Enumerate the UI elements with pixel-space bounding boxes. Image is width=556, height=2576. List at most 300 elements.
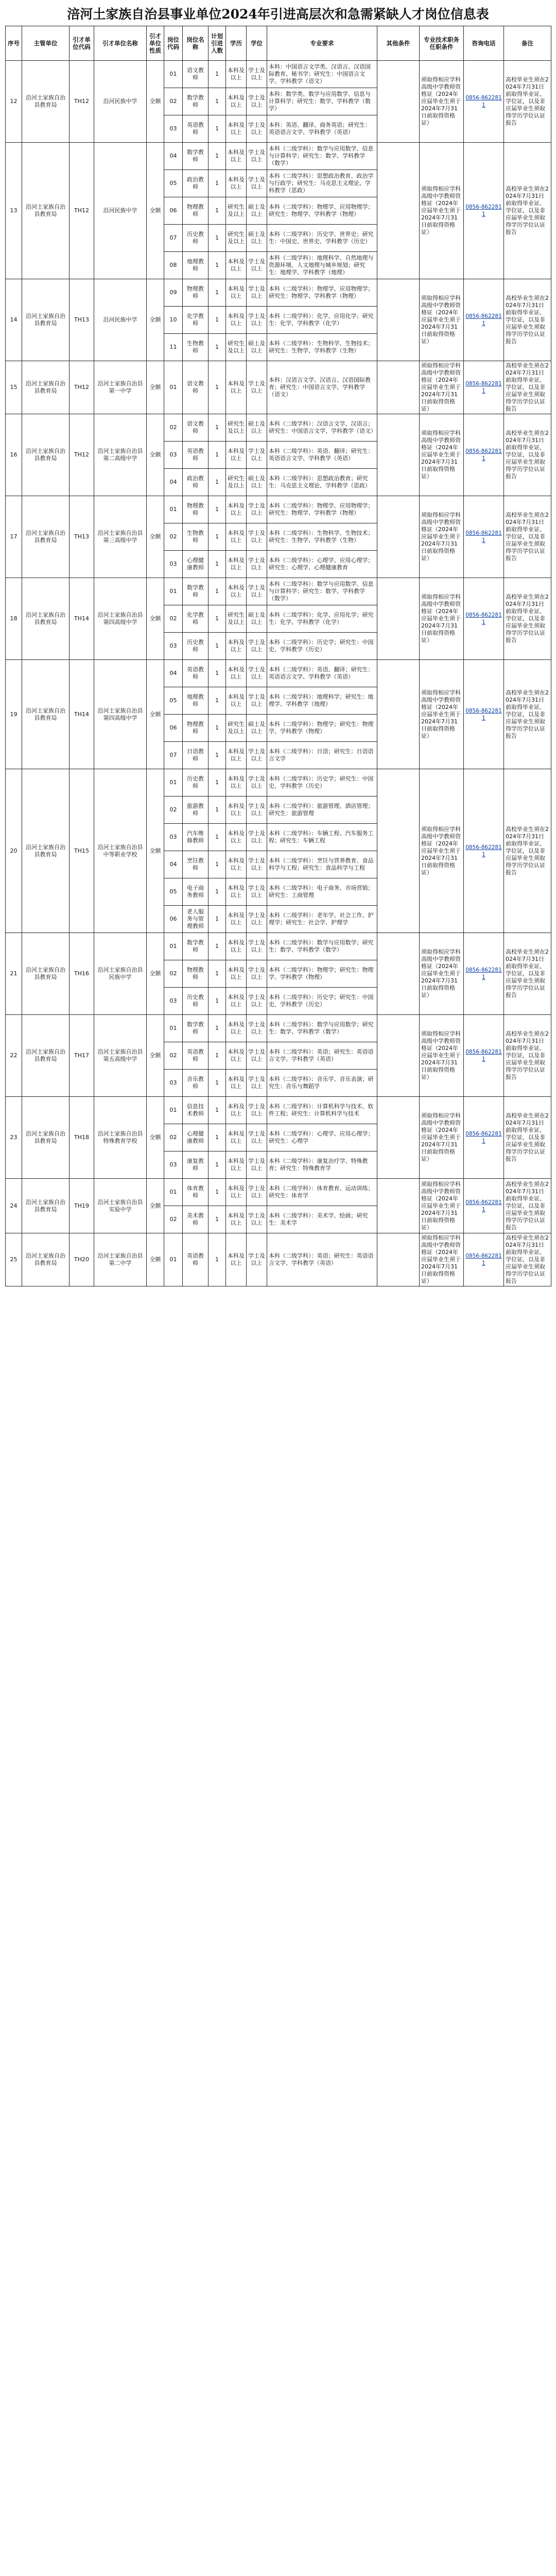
table-row	[6, 769, 551, 796]
education: 本科及以上	[226, 1179, 247, 1206]
contact-phone: 0856-8622811	[464, 933, 504, 1015]
row-number: 22	[6, 1015, 22, 1097]
row-number: 24	[6, 1179, 22, 1233]
position-code: 05	[164, 687, 183, 715]
major-requirement: 本科（二级学科）：计算机科学与技术、软件工程；研究生：计算机科学与技术	[267, 1097, 377, 1124]
supervising-unit: 沿河土家族自治县教育局	[22, 769, 70, 933]
other-conditions	[377, 769, 420, 933]
education: 本科及以上	[226, 1070, 247, 1097]
column-header: 专业要求	[267, 26, 377, 61]
position-name: 历史教师	[183, 225, 208, 252]
position-name: 数学教师	[183, 933, 208, 960]
major-requirement: 本科（二级学科）：历史学；研究生：中国史、学科教学（历史）	[267, 633, 377, 660]
major-requirement: 本科（二级学科）：物理学、应用物理学；研究生：物理学、学科教学（物理）	[267, 496, 377, 523]
unit-code: TH12	[70, 361, 94, 414]
major-requirement: 本科（二级学科）：数学与应用数学、信息与计算科学；研究生：数学、学科教学（数学）	[267, 143, 377, 170]
position-name: 烹饪教师	[183, 851, 208, 878]
unit-nature: 全额	[147, 578, 164, 660]
position-name: 化学教师	[183, 307, 208, 334]
degree: 硕士及以上	[247, 605, 267, 633]
row-number: 25	[6, 1233, 22, 1286]
position-name: 化学教师	[183, 605, 208, 633]
major-requirement: 本科（二级学科）：数学与应用数学；研究生：数学、学科教学（数学）	[267, 933, 377, 960]
degree: 学士及以上	[247, 878, 267, 906]
unit-code: TH20	[70, 1233, 94, 1286]
degree: 学士及以上	[247, 1233, 267, 1286]
table-row	[6, 1015, 551, 1042]
degree: 学士及以上	[247, 660, 267, 687]
position-name: 语文教师	[183, 414, 208, 442]
position-code: 03	[164, 1151, 183, 1179]
major-requirement: 本科（二级学科）：历史学；研究生：中国史、学科教学（历史）	[267, 988, 377, 1015]
planned-count: 1	[208, 824, 226, 851]
degree: 学士及以上	[247, 88, 267, 115]
planned-count: 1	[208, 115, 226, 143]
position-code: 02	[164, 605, 183, 633]
position-name: 康复教师	[183, 1151, 208, 1179]
contact-phone: 0856-8622811	[464, 279, 504, 361]
degree: 硕士及以上	[247, 414, 267, 442]
degree: 学士及以上	[247, 496, 267, 523]
position-name: 音乐教师	[183, 1070, 208, 1097]
qualification: 须取得相应学科高级中学教师资格证（2024年应届毕业生须于2024年7月31日前取得资格证）	[420, 496, 464, 578]
major-requirement: 本科（二级学科）：数学与应用数学、信息与计算科学；研究生：数学、学科教学（数学）	[267, 578, 377, 605]
major-requirement: 本科（二级学科）：思想政治教育；研究生：马克思主义理论、学科教学（思政）	[267, 469, 377, 496]
unit-code: TH18	[70, 1097, 94, 1179]
position-name: 心理健康教师	[183, 551, 208, 578]
table-row	[6, 660, 551, 687]
education: 本科及以上	[226, 115, 247, 143]
planned-count: 1	[208, 878, 226, 906]
position-code: 05	[164, 170, 183, 197]
other-conditions	[377, 1179, 420, 1233]
other-conditions	[377, 660, 420, 769]
row-number: 14	[6, 279, 22, 361]
major-requirement: 本科：英语、翻译、商务英语；研究生：英语语言文学、学科教学（英语）	[267, 115, 377, 143]
column-header: 学历	[226, 26, 247, 61]
degree: 学士及以上	[247, 1206, 267, 1233]
table-row	[6, 61, 551, 88]
other-conditions	[377, 1015, 420, 1097]
unit-name: 沿河土家族自治县实验中学	[94, 1179, 147, 1233]
degree: 学士及以上	[247, 1097, 267, 1124]
position-code: 07	[164, 225, 183, 252]
education: 研究生及以上	[226, 197, 247, 225]
position-code: 02	[164, 796, 183, 824]
row-number: 12	[6, 61, 22, 143]
qualification: 须取得相应学科高级中学教师资格证（2024年应届毕业生须于2024年7月31日前取得资格证）	[420, 1097, 464, 1179]
position-name: 信息技术教师	[183, 1097, 208, 1124]
remark: 高校毕业生须在2024年7月31日前取得毕业证、学位证，以及非应届毕业生须取得学历学位认证报告	[504, 578, 551, 660]
supervising-unit: 沿河土家族自治县教育局	[22, 1179, 70, 1233]
positions-table	[5, 26, 551, 1286]
unit-code: TH16	[70, 933, 94, 1015]
planned-count: 1	[208, 414, 226, 442]
planned-count: 1	[208, 523, 226, 551]
page-title: 涪河土家族自治县事业单位2024年引进高层次和急需紧缺人才岗位信息表	[67, 7, 489, 22]
major-requirement: 本科（二级学科）：汉语言文学、汉语言；研究生：中国语言文学、学科教学（语文）	[267, 414, 377, 442]
position-name: 英语教师	[183, 115, 208, 143]
unit-code: TH14	[70, 660, 94, 769]
degree: 学士及以上	[247, 824, 267, 851]
education: 本科及以上	[226, 1233, 247, 1286]
position-code: 02	[164, 1042, 183, 1070]
major-requirement: 本科（二级学科）：英语；研究生：英语语言文学、学科教学（英语）	[267, 1042, 377, 1070]
remark: 高校毕业生须在2024年7月31日前取得毕业证、学位证，以及非应届毕业生须取得学历学位认证报告	[504, 61, 551, 143]
planned-count: 1	[208, 1070, 226, 1097]
position-name: 电子商务教师	[183, 878, 208, 906]
position-name: 英语教师	[183, 1042, 208, 1070]
column-header: 引才单位性质	[147, 26, 164, 61]
position-name: 生物教师	[183, 523, 208, 551]
contact-phone: 0856-8622811	[464, 496, 504, 578]
planned-count: 1	[208, 1206, 226, 1233]
row-number: 15	[6, 361, 22, 414]
planned-count: 1	[208, 442, 226, 469]
unit-nature: 全额	[147, 1233, 164, 1286]
planned-count: 1	[208, 1233, 226, 1286]
position-code: 01	[164, 1179, 183, 1206]
position-name: 汽车维修教师	[183, 824, 208, 851]
contact-phone: 0856-8622811	[464, 361, 504, 414]
degree: 学士及以上	[247, 1042, 267, 1070]
planned-count: 1	[208, 578, 226, 605]
column-header: 岗位代码	[164, 26, 183, 61]
position-name: 历史教师	[183, 633, 208, 660]
contact-phone: 0856-8622811	[464, 660, 504, 769]
education: 本科及以上	[226, 660, 247, 687]
position-code: 03	[164, 442, 183, 469]
unit-nature: 全额	[147, 769, 164, 933]
unit-nature: 全额	[147, 279, 164, 361]
table-row	[6, 578, 551, 605]
planned-count: 1	[208, 796, 226, 824]
position-code: 03	[164, 551, 183, 578]
education: 本科及以上	[226, 988, 247, 1015]
major-requirement: 本科：汉语言文学、汉语言、汉语国际教育；研究生：中国语言文学、学科教学（语文）	[267, 361, 377, 414]
qualification: 须取得相应学科高级中学教师资格证（2024年应届毕业生须于2024年7月31日前取得资格证）	[420, 660, 464, 769]
other-conditions	[377, 496, 420, 578]
degree: 学士及以上	[247, 361, 267, 414]
education: 本科及以上	[226, 769, 247, 796]
table-row	[6, 279, 551, 307]
position-name: 物理教师	[183, 279, 208, 307]
unit-code: TH12	[70, 143, 94, 279]
education: 本科及以上	[226, 851, 247, 878]
position-code: 01	[164, 361, 183, 414]
supervising-unit: 沿河土家族自治县教育局	[22, 61, 70, 143]
unit-code: TH14	[70, 578, 94, 660]
major-requirement: 本科（二级学科）：旅游管理、酒店管理；研究生：旅游管理	[267, 796, 377, 824]
major-requirement: 本科（二级学科）：化学、应用化学；研究生：化学、学科教学（化学）	[267, 605, 377, 633]
degree: 学士及以上	[247, 933, 267, 960]
table-row	[6, 496, 551, 523]
row-number: 13	[6, 143, 22, 279]
major-requirement: 本科（二级学科）：生物科学、生物技术；研究生：生物学、学科教学（生物）	[267, 523, 377, 551]
degree: 硕士及以上	[247, 334, 267, 361]
education: 本科及以上	[226, 633, 247, 660]
position-code: 02	[164, 414, 183, 442]
major-requirement: 本科（二级学科）：历史学；研究生：中国史、学科教学（历史）	[267, 769, 377, 796]
major-requirement: 本科（二级学科）：车辆工程、汽车服务工程；研究生：车辆工程	[267, 824, 377, 851]
position-name: 地理教师	[183, 687, 208, 715]
education: 本科及以上	[226, 1124, 247, 1151]
position-code: 06	[164, 197, 183, 225]
position-code: 02	[164, 1206, 183, 1233]
supervising-unit: 沿河土家族自治县教育局	[22, 279, 70, 361]
unit-nature: 全额	[147, 660, 164, 769]
position-code: 04	[164, 143, 183, 170]
position-code: 01	[164, 1015, 183, 1042]
unit-code: TH12	[70, 414, 94, 496]
degree: 学士及以上	[247, 61, 267, 88]
major-requirement: 本科（二级学科）：日语；研究生：日语语言文学	[267, 742, 377, 769]
major-requirement: 本科（二级学科）：物理学；研究生：物理学、学科教学（物理）	[267, 715, 377, 742]
column-header: 岗位名称	[183, 26, 208, 61]
degree: 学士及以上	[247, 143, 267, 170]
position-code: 01	[164, 496, 183, 523]
unit-nature: 全额	[147, 143, 164, 279]
planned-count: 1	[208, 88, 226, 115]
degree: 学士及以上	[247, 1070, 267, 1097]
position-name: 日语教师	[183, 742, 208, 769]
education: 本科及以上	[226, 279, 247, 307]
education: 本科及以上	[226, 496, 247, 523]
unit-code: TH17	[70, 1015, 94, 1097]
planned-count: 1	[208, 851, 226, 878]
other-conditions	[377, 1233, 420, 1286]
supervising-unit: 沿河土家族自治县教育局	[22, 933, 70, 1015]
planned-count: 1	[208, 769, 226, 796]
degree: 学士及以上	[247, 687, 267, 715]
column-header: 咨询电话	[464, 26, 504, 61]
position-code: 01	[164, 1233, 183, 1286]
major-requirement: 本科（二级学科）：化学、应用化学；研究生：化学、学科教学（化学）	[267, 307, 377, 334]
position-name: 数学教师	[183, 88, 208, 115]
qualification: 须取得相应学科高级中学教师资格证（2024年应届毕业生须于2024年7月31日前取得资格证）	[420, 1179, 464, 1233]
position-name: 政治教师	[183, 469, 208, 496]
unit-name: 沿河土家族自治县第五高级中学	[94, 1015, 147, 1097]
unit-nature: 全额	[147, 496, 164, 578]
column-header: 序号	[6, 26, 22, 61]
degree: 学士及以上	[247, 1179, 267, 1206]
planned-count: 1	[208, 660, 226, 687]
planned-count: 1	[208, 715, 226, 742]
position-code: 03	[164, 633, 183, 660]
remark: 高校毕业生须在2024年7月31日前取得毕业证、学位证，以及非应届毕业生须取得学历学位认证报告	[504, 414, 551, 496]
unit-code: TH13	[70, 496, 94, 578]
unit-name: 沿河民族中学	[94, 61, 147, 143]
position-name: 历史教师	[183, 769, 208, 796]
planned-count: 1	[208, 61, 226, 88]
major-requirement: 本科（二级学科）：生物科学、生物技术；研究生：生物学、学科教学（生物）	[267, 334, 377, 361]
degree: 学士及以上	[247, 115, 267, 143]
position-code: 06	[164, 715, 183, 742]
education: 本科及以上	[226, 307, 247, 334]
unit-name: 沿河土家族自治县第四高级中学	[94, 660, 147, 769]
planned-count: 1	[208, 988, 226, 1015]
position-name: 美术教师	[183, 1206, 208, 1233]
column-header: 计划引进人数	[208, 26, 226, 61]
education: 研究生及以上	[226, 715, 247, 742]
major-requirement: 本科（二级学科）：英语、翻译；研究生：英语语言文学、学科教学（英语）	[267, 660, 377, 687]
education: 本科及以上	[226, 1042, 247, 1070]
planned-count: 1	[208, 933, 226, 960]
education: 本科及以上	[226, 578, 247, 605]
other-conditions	[377, 361, 420, 414]
qualification: 须取得相应学科高级中学教师资格证（2024年应届毕业生须于2024年7月31日前取得资格证）	[420, 143, 464, 279]
planned-count: 1	[208, 143, 226, 170]
education: 本科及以上	[226, 1015, 247, 1042]
position-name: 数学教师	[183, 1015, 208, 1042]
planned-count: 1	[208, 334, 226, 361]
position-code: 01	[164, 769, 183, 796]
planned-count: 1	[208, 1124, 226, 1151]
qualification: 须取得相应学科高级中学教师资格证（2024年应届毕业生须于2024年7月31日前取得资格证）	[420, 61, 464, 143]
position-name: 地理教师	[183, 252, 208, 279]
planned-count: 1	[208, 1179, 226, 1206]
degree: 硕士及以上	[247, 469, 267, 496]
planned-count: 1	[208, 1151, 226, 1179]
education: 本科及以上	[226, 933, 247, 960]
unit-name: 沿河土家族自治县第一中学	[94, 361, 147, 414]
planned-count: 1	[208, 1042, 226, 1070]
degree: 学士及以上	[247, 960, 267, 988]
major-requirement: 本科（二级学科）：英语；研究生：英语语言文学、学科教学（英语）	[267, 1233, 377, 1286]
supervising-unit: 沿河土家族自治县教育局	[22, 143, 70, 279]
qualification: 须取得相应学科高级中学教师资格证（2024年应届毕业生须于2024年7月31日前取得资格证）	[420, 361, 464, 414]
position-name: 政治教师	[183, 170, 208, 197]
planned-count: 1	[208, 960, 226, 988]
planned-count: 1	[208, 633, 226, 660]
position-code: 06	[164, 906, 183, 933]
table-row	[6, 1097, 551, 1124]
position-name: 语文教师	[183, 61, 208, 88]
degree: 学士及以上	[247, 252, 267, 279]
education: 本科及以上	[226, 742, 247, 769]
contact-phone: 0856-8622811	[464, 1233, 504, 1286]
row-number: 17	[6, 496, 22, 578]
major-requirement: 本科（二级学科）：地理科学、自然地理与资源环境、人文地理与城乡规划；研究生：地理学、学科教学（地理）	[267, 252, 377, 279]
position-name: 英语教师	[183, 660, 208, 687]
major-requirement: 本科：数学类、数学与应用数学、信息与计算科学；研究生：数学、学科教学（数学）	[267, 88, 377, 115]
contact-phone: 0856-8622811	[464, 143, 504, 279]
unit-code: TH19	[70, 1179, 94, 1233]
unit-code: TH15	[70, 769, 94, 933]
other-conditions	[377, 933, 420, 1015]
column-header: 备注	[504, 26, 551, 61]
education: 本科及以上	[226, 906, 247, 933]
column-header: 引才单位名称	[94, 26, 147, 61]
qualification: 须取得相应学科高级中学教师资格证（2024年应届毕业生须于2024年7月31日前取得资格证）	[420, 933, 464, 1015]
major-requirement: 本科（二级学科）：老年学、社会工作、护理学；研究生：社会学、护理学	[267, 906, 377, 933]
position-name: 语文教师	[183, 361, 208, 414]
table-row	[6, 933, 551, 960]
qualification: 须取得相应学科高级中学教师资格证（2024年应届毕业生须于2024年7月31日前取得资格证）	[420, 1233, 464, 1286]
education: 研究生及以上	[226, 605, 247, 633]
unit-nature: 全额	[147, 1015, 164, 1097]
table-row	[6, 1233, 551, 1286]
position-code: 01	[164, 61, 183, 88]
degree: 学士及以上	[247, 906, 267, 933]
row-number: 18	[6, 578, 22, 660]
position-name: 老人服务与管理教师	[183, 906, 208, 933]
remark: 高校毕业生须在2024年7月31日前取得毕业证、学位证，以及非应届毕业生须取得学历学位认证报告	[504, 496, 551, 578]
education: 研究生及以上	[226, 469, 247, 496]
contact-phone: 0856-8622811	[464, 414, 504, 496]
planned-count: 1	[208, 225, 226, 252]
degree: 学士及以上	[247, 1015, 267, 1042]
unit-nature: 全额	[147, 1097, 164, 1179]
other-conditions	[377, 61, 420, 143]
other-conditions	[377, 279, 420, 361]
degree: 学士及以上	[247, 633, 267, 660]
unit-nature: 全额	[147, 933, 164, 1015]
unit-name: 沿河土家族自治县第四高级中学	[94, 578, 147, 660]
row-number: 19	[6, 660, 22, 769]
unit-name: 沿河民族中学	[94, 143, 147, 279]
remark: 高校毕业生须在2024年7月31日前取得毕业证、学位证，以及非应届毕业生须取得学历学位认证报告	[504, 143, 551, 279]
supervising-unit: 沿河土家族自治县教育局	[22, 1097, 70, 1179]
table-body	[6, 61, 551, 1286]
row-number: 16	[6, 414, 22, 496]
position-code: 11	[164, 334, 183, 361]
degree: 学士及以上	[247, 442, 267, 469]
education: 本科及以上	[226, 170, 247, 197]
position-code: 01	[164, 1097, 183, 1124]
education: 研究生及以上	[226, 414, 247, 442]
degree: 学士及以上	[247, 988, 267, 1015]
unit-name: 沿河土家族自治县民族中学	[94, 933, 147, 1015]
position-code: 01	[164, 578, 183, 605]
planned-count: 1	[208, 469, 226, 496]
qualification: 须取得相应学科高级中学教师资格证（2024年应届毕业生须于2024年7月31日前取得资格证）	[420, 414, 464, 496]
remark: 高校毕业生须在2024年7月31日前取得毕业证、学位证，以及非应届毕业生须取得学历学位认证报告	[504, 1179, 551, 1233]
table-row	[6, 414, 551, 442]
education: 研究生及以上	[226, 334, 247, 361]
unit-nature: 全额	[147, 361, 164, 414]
contact-phone: 0856-8622811	[464, 1015, 504, 1097]
unit-code: TH12	[70, 61, 94, 143]
degree: 硕士及以上	[247, 197, 267, 225]
major-requirement: 本科（二级学科）：思想政治教育、政治学与行政学；研究生：马克思主义理论、学科教学（思政）	[267, 170, 377, 197]
degree: 学士及以上	[247, 279, 267, 307]
major-requirement: 本科（二级学科）：音乐学、音乐表演；研究生：音乐与舞蹈学	[267, 1070, 377, 1097]
degree: 学士及以上	[247, 796, 267, 824]
unit-name: 沿河民族中学	[94, 279, 147, 361]
position-name: 英语教师	[183, 1233, 208, 1286]
contact-phone: 0856-8622811	[464, 578, 504, 660]
planned-count: 1	[208, 496, 226, 523]
row-number: 23	[6, 1097, 22, 1179]
unit-nature: 全额	[147, 414, 164, 496]
column-header: 引才单位代码	[70, 26, 94, 61]
major-requirement: 本科（二级学科）：体育教育、运动训练；研究生：体育学	[267, 1179, 377, 1206]
position-code: 02	[164, 1124, 183, 1151]
planned-count: 1	[208, 1097, 226, 1124]
contact-phone: 0856-8622811	[464, 769, 504, 933]
unit-name: 沿河土家族自治县第二高级中学	[94, 414, 147, 496]
unit-name: 沿河土家族自治县特殊教育学校	[94, 1097, 147, 1179]
row-number: 21	[6, 933, 22, 1015]
position-name: 物理教师	[183, 197, 208, 225]
position-code: 04	[164, 660, 183, 687]
position-name: 数学教师	[183, 143, 208, 170]
planned-count: 1	[208, 551, 226, 578]
other-conditions	[377, 414, 420, 496]
major-requirement: 本科（二级学科）：英语、翻译；研究生：英语语言文学、学科教学（英语）	[267, 442, 377, 469]
remark: 高校毕业生须在2024年7月31日前取得毕业证、学位证，以及非应届毕业生须取得学历学位认证报告	[504, 769, 551, 933]
